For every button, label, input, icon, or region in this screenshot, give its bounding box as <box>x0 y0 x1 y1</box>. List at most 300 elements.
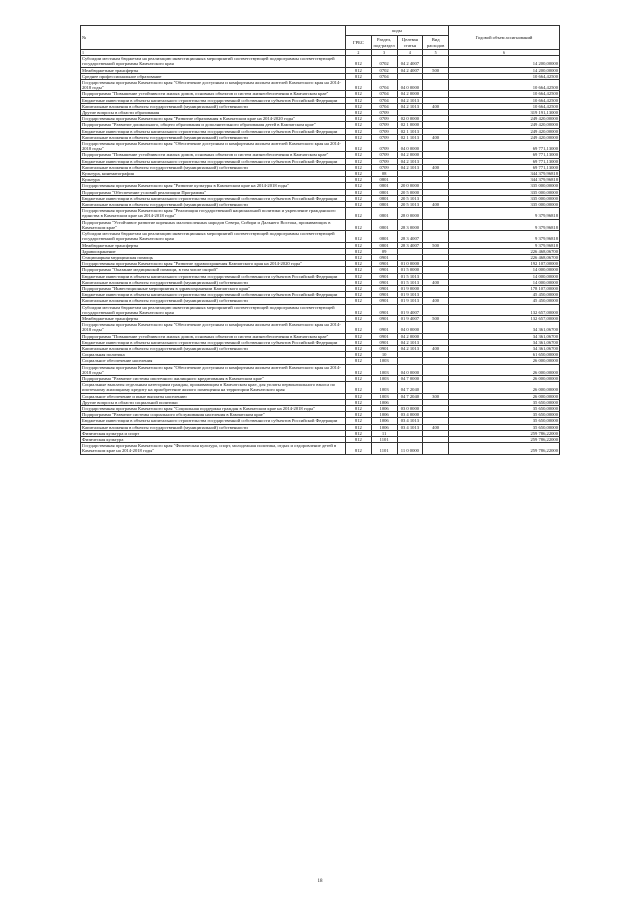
row-grbs-cell: 812 <box>346 202 372 208</box>
row-grbs-cell: 812 <box>346 405 372 411</box>
row-section-cell: 0709 <box>371 152 397 158</box>
row-sum-cell: 226 468,06700 <box>449 248 560 254</box>
row-grbs-cell: 812 <box>346 171 372 177</box>
row-grbs-cell: 812 <box>346 285 372 291</box>
row-grbs-cell: 812 <box>346 443 372 454</box>
row-grbs-cell: 812 <box>346 116 372 122</box>
row-section-cell: 0901 <box>371 345 397 351</box>
row-name-cell: Межбюджетные трансферты <box>81 242 346 248</box>
col-header-expense-type: Вид расходов <box>423 36 449 50</box>
row-grbs-cell: 812 <box>346 219 372 230</box>
row-section-cell: 1101 <box>371 443 397 454</box>
row-grbs-cell: 812 <box>346 242 372 248</box>
row-section-cell: 1003 <box>371 358 397 364</box>
row-sum-cell: 178 107,00000 <box>449 285 560 291</box>
row-sum-cell: 35 650,00000 <box>449 424 560 430</box>
row-target-article-cell: 04 7 0000 <box>397 375 423 381</box>
row-name-cell: Подпрограмма "Повышение устойчивости жилых домов, основных объектов и систем жизнеобеспечения в Камчатском крае" <box>81 152 346 158</box>
row-grbs-cell: 812 <box>346 382 372 393</box>
row-section-cell: 0709 <box>371 158 397 164</box>
row-section-cell: 0901 <box>371 304 397 315</box>
row-sum-cell: 10 664,42500 <box>449 103 560 109</box>
table-body <box>81 56 560 454</box>
row-sum-cell: 335 000,00000 <box>449 189 560 195</box>
row-sum-cell: 132 657,00000 <box>449 304 560 315</box>
budget-table <box>80 25 560 455</box>
col-header-target-article: Целевая статья <box>397 36 423 50</box>
row-target-article-cell: 04 2 4007 <box>397 67 423 73</box>
table-row <box>81 208 560 219</box>
row-grbs-cell: 812 <box>346 298 372 304</box>
row-name-cell: Государственная программа Камчатского края "Развитие здравоохранения Камчатского края на 2014-2020 годы" <box>81 261 346 267</box>
row-grbs-cell: 812 <box>346 273 372 279</box>
row-grbs-cell: 812 <box>346 128 372 134</box>
row-grbs-cell: 812 <box>346 254 372 260</box>
row-section-cell: 1006 <box>371 412 397 418</box>
row-sum-cell: 34 361,06700 <box>449 322 560 333</box>
row-target-article-cell: 02 1 0000 <box>397 122 423 128</box>
row-name-cell: Капитальные вложения в объекты государственной (муниципальной) собственности <box>81 202 346 208</box>
row-section-cell: 10 <box>371 352 397 358</box>
row-section-cell: 1003 <box>371 382 397 393</box>
row-section-cell: 1003 <box>371 393 397 399</box>
row-section-cell: 0801 <box>371 219 397 230</box>
row-name-cell: Подпрограмма "Инвестиционные мероприятия в здравоохранении Камчатского края" <box>81 285 346 291</box>
row-expense-type-cell: 400 <box>423 279 449 285</box>
row-grbs-cell: 812 <box>346 122 372 128</box>
row-target-article-cell: 04 0 0000 <box>397 141 423 152</box>
row-section-cell: 0709 <box>371 164 397 170</box>
row-sum-cell: 10 664,42500 <box>449 91 560 97</box>
row-sum-cell: 249 420,00000 <box>449 128 560 134</box>
row-name-cell: Межбюджетные трансферты <box>81 67 346 73</box>
row-name-cell: Подпрограмма "Развитие системы социального обслуживания населения в Камчатском крае" <box>81 412 346 418</box>
row-target-article-cell: 01 9 4007 <box>397 315 423 321</box>
row-name-cell: Капитальные вложения в объекты государственной (муниципальной) собственности <box>81 345 346 351</box>
row-expense-type-cell <box>423 443 449 454</box>
row-expense-type-cell: 400 <box>423 134 449 140</box>
row-sum-cell: 35 650,00000 <box>449 418 560 424</box>
row-target-article-cell: 03 4 0000 <box>397 412 423 418</box>
row-grbs-cell: 812 <box>346 267 372 273</box>
row-grbs-cell: 812 <box>346 261 372 267</box>
table-row <box>81 80 560 91</box>
row-target-article-cell: 01 5 1013 <box>397 279 423 285</box>
row-grbs-cell: 812 <box>346 352 372 358</box>
col-header-grbs: ГРБС <box>346 36 372 50</box>
page-number: 18 <box>317 879 323 884</box>
row-target-article-cell: 28 3 0000 <box>397 219 423 230</box>
row-section-cell: 0709 <box>371 141 397 152</box>
row-section-cell: 0702 <box>371 67 397 73</box>
col-number: 3 <box>371 50 397 56</box>
row-name-cell: Бюджетные инвестиции в объекты капитального строительства государственной собственности субъектов Российской Федерации <box>81 273 346 279</box>
row-name-cell: Государственная программа Камчатского края "Развитие образования в Камчатском крае на 2014-2020 годы" <box>81 116 346 122</box>
row-target-article-cell: 04 2 1013 <box>397 164 423 170</box>
row-name-cell: Государственная программа Камчатского края "Развитие культуры в Камчатском крае на 2014-2018 годы" <box>81 183 346 189</box>
row-expense-type-cell <box>423 56 449 67</box>
row-expense-type-cell <box>423 80 449 91</box>
row-expense-type-cell: 500 <box>423 315 449 321</box>
row-sum-cell: 249 420,00000 <box>449 134 560 140</box>
row-sum-cell: 259 786,22000 <box>449 443 560 454</box>
col-number: 4 <box>397 50 423 56</box>
row-section-cell: 1006 <box>371 399 397 405</box>
row-target-article-cell: 20 0 0000 <box>397 183 423 189</box>
table-row <box>81 219 560 230</box>
table-row <box>81 231 560 242</box>
row-target-article-cell: 01 5 1013 <box>397 273 423 279</box>
row-name-cell: Капитальные вложения в объекты государственной (муниципальной) собственности <box>81 279 346 285</box>
row-grbs-cell: 812 <box>346 158 372 164</box>
row-expense-type-cell: 400 <box>423 298 449 304</box>
row-expense-type-cell <box>423 322 449 333</box>
row-name-cell: Физическая культура и спорт <box>81 430 346 436</box>
col-header-codes: коды <box>346 26 449 36</box>
row-expense-type-cell <box>423 231 449 242</box>
row-section-cell: 1101 <box>371 437 397 443</box>
row-section-cell: 0901 <box>371 333 397 339</box>
row-sum-cell: 26 000,00000 <box>449 358 560 364</box>
row-grbs-cell: 812 <box>346 292 372 298</box>
row-grbs-cell: 812 <box>346 80 372 91</box>
row-grbs-cell: 812 <box>346 315 372 321</box>
row-section-cell: 0801 <box>371 231 397 242</box>
row-target-article-cell: 04 2 0000 <box>397 333 423 339</box>
row-section-cell: 0801 <box>371 202 397 208</box>
row-expense-type-cell: 500 <box>423 67 449 73</box>
row-section-cell: 0901 <box>371 273 397 279</box>
header-row-top <box>81 26 560 36</box>
row-sum-cell: 335 000,00000 <box>449 195 560 201</box>
row-target-article-cell: 04 2 1013 <box>397 103 423 109</box>
row-grbs-cell: 812 <box>346 103 372 109</box>
row-grbs-cell: 812 <box>346 231 372 242</box>
row-grbs-cell: 812 <box>346 375 372 381</box>
row-target-article-cell: 04 2 1013 <box>397 339 423 345</box>
row-sum-cell: 9 379,96818 <box>449 208 560 219</box>
row-grbs-cell: 812 <box>346 189 372 195</box>
row-target-article-cell: 20 5 0000 <box>397 189 423 195</box>
row-section-cell: 0901 <box>371 285 397 291</box>
row-section-cell: 1003 <box>371 375 397 381</box>
row-target-article-cell: 04 2 1013 <box>397 345 423 351</box>
row-target-article-cell: 28 3 4007 <box>397 242 423 248</box>
row-name-cell: Капитальные вложения в объекты государственной (муниципальной) собственности <box>81 134 346 140</box>
row-name-cell: Физическая культура <box>81 437 346 443</box>
budget-sheet <box>80 25 560 455</box>
col-number: 5 <box>423 50 449 56</box>
row-sum-cell: 69 771,13000 <box>449 164 560 170</box>
row-name-cell: Бюджетные инвестиции в объекты капитального строительства государственной собственности субъектов Российской Федерации <box>81 158 346 164</box>
row-name-cell: Субсидии местным бюджетам на реализацию инвестиционных мероприятий соответствующей подпрограммы соответствующей государственной программы Камчатского края <box>81 56 346 67</box>
row-grbs-cell: 812 <box>346 183 372 189</box>
row-section-cell: 11 <box>371 430 397 436</box>
row-section-cell: 0801 <box>371 208 397 219</box>
row-grbs-cell: 812 <box>346 56 372 67</box>
row-target-article-cell: 28 3 4007 <box>397 231 423 242</box>
row-name-cell: Здравоохранение <box>81 248 346 254</box>
row-section-cell: 0901 <box>371 267 397 273</box>
row-target-article-cell: 04 2 0000 <box>397 152 423 158</box>
row-sum-cell: 61 650,00000 <box>449 352 560 358</box>
row-section-cell: 0801 <box>371 189 397 195</box>
row-name-cell: Социальное обеспечение населения <box>81 358 346 364</box>
row-target-article-cell: 28 0 0000 <box>397 208 423 219</box>
row-section-cell: 1003 <box>371 364 397 375</box>
row-expense-type-cell: 300 <box>423 393 449 399</box>
row-name-cell: Социальные выплаты отдельным категориям граждан, проживающим в Камчатском крае, для уплаты первоначального взноса по ипотечному жилищному кредиту на приобретение жилого помещения на территории Камчатского края <box>81 382 346 393</box>
row-target-article-cell: 04 2 4007 <box>397 56 423 67</box>
row-name-cell: Бюджетные инвестиции в объекты капитального строительства государственной собственности субъектов Российской Федерации <box>81 128 346 134</box>
row-expense-type-cell: 400 <box>423 345 449 351</box>
row-section-cell: 0704 <box>371 103 397 109</box>
row-grbs-cell: 812 <box>346 358 372 364</box>
table-row <box>81 56 560 67</box>
row-sum-cell: 132 657,00000 <box>449 315 560 321</box>
row-target-article-cell: 04 2 1013 <box>397 97 423 103</box>
row-target-article-cell: 04 7 2040 <box>397 382 423 393</box>
row-section-cell: 0801 <box>371 177 397 183</box>
row-name-cell: Бюджетные инвестиции в объекты капитального строительства государственной собственности субъектов Российской Федерации <box>81 195 346 201</box>
row-section-cell: 0901 <box>371 315 397 321</box>
row-section-cell: 08 <box>371 171 397 177</box>
row-grbs-cell: 812 <box>346 164 372 170</box>
row-target-article-cell: 02 1 1013 <box>397 128 423 134</box>
row-name-cell: Подпрограмма "Обеспечение условий реализации Программы" <box>81 189 346 195</box>
row-name-cell: Государственная программа Камчатского края "Обеспечение доступным и комфортным жильем жителей Камчатского края на 2014-2018 годы" <box>81 322 346 333</box>
row-name-cell: Подпрограмма "Повышение устойчивости жилых домов, основных объектов и систем жизнеобеспечения в Камчатском крае" <box>81 333 346 339</box>
row-sum-cell: 14 200,00000 <box>449 56 560 67</box>
row-expense-type-cell <box>423 304 449 315</box>
row-name-cell: Государственная программа Камчатского края "Физическая культура, спорт, молодежная политика, отдых и оздоровление детей в Камчатском крае на 2014-2018 годы" <box>81 443 346 454</box>
row-target-article-cell: 03 4 1013 <box>397 418 423 424</box>
row-target-article-cell: 04 0 0000 <box>397 322 423 333</box>
row-expense-type-cell: 400 <box>423 103 449 109</box>
row-expense-type-cell <box>423 219 449 230</box>
row-expense-type-cell <box>423 382 449 393</box>
row-sum-cell: 344 379,96818 <box>449 171 560 177</box>
row-grbs-cell: 812 <box>346 399 372 405</box>
table-row <box>81 364 560 375</box>
row-sum-cell: 35 650,00000 <box>449 412 560 418</box>
row-expense-type-cell: 400 <box>423 202 449 208</box>
row-sum-cell: 259 786,22000 <box>449 430 560 436</box>
row-sum-cell: 26 000,00000 <box>449 375 560 381</box>
row-name-cell: Подпрограмма "Развитие дошкольного, общего образования и дополнительного образования детей в Камчатском крае" <box>81 122 346 128</box>
row-target-article-cell: 01 9 1013 <box>397 292 423 298</box>
row-name-cell: Подпрограмма "Развитие системы ипотечного жилищного кредитования в Камчатском крае" <box>81 375 346 381</box>
row-section-cell: 09 <box>371 248 397 254</box>
table-row <box>81 141 560 152</box>
row-target-article-cell: 01 9 1013 <box>397 298 423 304</box>
row-name-cell: Капитальные вложения в объекты государственной (муниципальной) собственности <box>81 424 346 430</box>
row-section-cell: 0709 <box>371 128 397 134</box>
row-sum-cell: 26 000,00000 <box>449 382 560 393</box>
row-section-cell: 0709 <box>371 110 397 116</box>
row-section-cell: 0704 <box>371 80 397 91</box>
col-number: 1 <box>81 50 346 56</box>
row-name-cell: Субсидии местным бюджетам на реализацию инвестиционных мероприятий соответствующей подпрограммы соответствующей государственной программы Камчатского края <box>81 304 346 315</box>
row-grbs-cell: 812 <box>346 152 372 158</box>
row-sum-cell: 69 771,13000 <box>449 141 560 152</box>
row-name-cell: Социальное обеспечение и иные выплаты населению <box>81 393 346 399</box>
row-section-cell: 1006 <box>371 405 397 411</box>
row-sum-cell: 319 191,13000 <box>449 110 560 116</box>
row-name-cell: Подпрограмма "Оказание медицинской помощи, в том числе скорой" <box>81 267 346 273</box>
row-grbs-cell: 812 <box>346 418 372 424</box>
row-name-cell: Капитальные вложения в объекты государственной (муниципальной) собственности <box>81 164 346 170</box>
row-grbs-cell: 812 <box>346 110 372 116</box>
row-section-cell: 0801 <box>371 183 397 189</box>
row-grbs-cell: 812 <box>346 393 372 399</box>
col-header-sum: Годовой объем ассигнований <box>449 26 560 50</box>
row-name-cell: Государственная программа Камчатского края "Обеспечение доступным и комфортным жильем жителей Камчатского края на 2014-2018 годы" <box>81 80 346 91</box>
row-name-cell: Другие вопросы в области образования <box>81 110 346 116</box>
row-name-cell: Среднее профессиональное образование <box>81 73 346 79</box>
row-section-cell: 0704 <box>371 97 397 103</box>
row-name-cell: Межбюджетные трансферты <box>81 315 346 321</box>
col-number: 6 <box>449 50 560 56</box>
row-name-cell: Капитальные вложения в объекты государственной (муниципальной) собственности <box>81 103 346 109</box>
row-sum-cell: 249 420,00000 <box>449 116 560 122</box>
row-sum-cell: 14 200,00000 <box>449 67 560 73</box>
row-grbs-cell: 812 <box>346 364 372 375</box>
row-target-article-cell: 04 2 1013 <box>397 158 423 164</box>
row-target-article-cell: 04 0 0000 <box>397 364 423 375</box>
row-target-article-cell: 01 0 0000 <box>397 261 423 267</box>
row-sum-cell: 69 771,13000 <box>449 158 560 164</box>
row-sum-cell: 34 361,06700 <box>449 339 560 345</box>
row-grbs-cell: 812 <box>346 412 372 418</box>
row-sum-cell: 335 000,00000 <box>449 183 560 189</box>
row-target-article-cell: 20 5 1013 <box>397 202 423 208</box>
row-section-cell: 0901 <box>371 279 397 285</box>
row-grbs-cell: 812 <box>346 141 372 152</box>
row-grbs-cell: 812 <box>346 339 372 345</box>
row-target-article-cell: 04 7 2040 <box>397 393 423 399</box>
row-section-cell: 1006 <box>371 418 397 424</box>
row-target-article-cell: 04 0 0000 <box>397 80 423 91</box>
row-expense-type-cell <box>423 364 449 375</box>
row-grbs-cell: 812 <box>346 97 372 103</box>
col-number: 2 <box>346 50 372 56</box>
row-target-article-cell: 11 0 0000 <box>397 443 423 454</box>
row-sum-cell: 35 650,00000 <box>449 405 560 411</box>
row-name-cell: Социальная политика <box>81 352 346 358</box>
row-target-article-cell: 02 1 1013 <box>397 134 423 140</box>
row-target-article-cell: 03 0 0000 <box>397 405 423 411</box>
col-header-section: Раздел, под-раздел <box>371 36 397 50</box>
row-sum-cell: 226 468,06700 <box>449 254 560 260</box>
row-section-cell: 0702 <box>371 56 397 67</box>
row-name-cell: Бюджетные инвестиции в объекты капитального строительства государственной собственности субъектов Российской Федерации <box>81 292 346 298</box>
row-grbs-cell: 812 <box>346 430 372 436</box>
row-grbs-cell: 812 <box>346 195 372 201</box>
row-sum-cell: 9 379,96818 <box>449 219 560 230</box>
row-sum-cell: 34 361,06700 <box>449 333 560 339</box>
row-sum-cell: 249 420,00000 <box>449 122 560 128</box>
row-grbs-cell: 812 <box>346 437 372 443</box>
row-name-cell: Другие вопросы в области социальной политики <box>81 399 346 405</box>
row-grbs-cell: 812 <box>346 345 372 351</box>
row-sum-cell: 69 771,13000 <box>449 152 560 158</box>
row-section-cell: 0901 <box>371 254 397 260</box>
table-row <box>81 382 560 393</box>
row-sum-cell: 35 650,00000 <box>449 399 560 405</box>
row-name-cell: Капитальные вложения в объекты государственной (муниципальной) собственности <box>81 298 346 304</box>
row-grbs-cell: 812 <box>346 333 372 339</box>
table-row <box>81 304 560 315</box>
row-grbs-cell: 812 <box>346 73 372 79</box>
col-header-number: № <box>81 26 346 50</box>
row-name-cell: Государственная программа Камчатского края "Обеспечение доступным и комфортным жильем жителей Камчатского края на 2014-2018 годы" <box>81 141 346 152</box>
row-section-cell: 0801 <box>371 242 397 248</box>
row-grbs-cell: 812 <box>346 304 372 315</box>
row-name-cell: Стационарная медицинская помощь <box>81 254 346 260</box>
row-section-cell: 0709 <box>371 116 397 122</box>
row-grbs-cell: 812 <box>346 208 372 219</box>
row-sum-cell: 45 450,00000 <box>449 298 560 304</box>
row-sum-cell: 344 379,96818 <box>449 177 560 183</box>
row-section-cell: 0901 <box>371 298 397 304</box>
row-expense-type-cell <box>423 141 449 152</box>
row-section-cell: 0709 <box>371 122 397 128</box>
row-grbs-cell: 812 <box>346 134 372 140</box>
row-name-cell: Субсидии местным бюджетам на реализацию инвестиционных мероприятий соответствующей подпрограммы соответствующей государственной программы Камчатского края <box>81 231 346 242</box>
row-grbs-cell: 812 <box>346 322 372 333</box>
row-section-cell: 0901 <box>371 322 397 333</box>
row-section-cell: 0901 <box>371 292 397 298</box>
row-name-cell: Государственная программа Камчатского края "Социальная поддержка граждан в Камчатском крае на 2014-2018 годы" <box>81 405 346 411</box>
row-grbs-cell: 812 <box>346 248 372 254</box>
row-grbs-cell: 812 <box>346 279 372 285</box>
row-target-article-cell: 02 0 0000 <box>397 116 423 122</box>
row-target-article-cell: 04 2 0000 <box>397 91 423 97</box>
row-name-cell: Бюджетные инвестиции в объекты капитального строительства государственной собственности субъектов Российской Федерации <box>81 97 346 103</box>
row-section-cell: 0704 <box>371 91 397 97</box>
row-expense-type-cell <box>423 208 449 219</box>
row-name-cell: Подпрограмма "Устойчивое развитие коренных малочисленных народов Севера, Сибири и Дальнего Востока, проживающих в Камчатском крае" <box>81 219 346 230</box>
row-name-cell: Бюджетные инвестиции в объекты капитального строительства государственной собственности субъектов Российской Федерации <box>81 339 346 345</box>
row-section-cell: 0709 <box>371 134 397 140</box>
row-expense-type-cell: 500 <box>423 242 449 248</box>
row-grbs-cell: 812 <box>346 424 372 430</box>
row-sum-cell: 14 000,00000 <box>449 273 560 279</box>
row-expense-type-cell: 400 <box>423 424 449 430</box>
row-target-article-cell: 03 4 1013 <box>397 424 423 430</box>
row-target-article-cell: 20 5 1013 <box>397 195 423 201</box>
row-sum-cell: 335 000,00000 <box>449 202 560 208</box>
row-sum-cell: 10 664,42500 <box>449 80 560 91</box>
row-grbs-cell: 812 <box>346 67 372 73</box>
row-sum-cell: 45 450,00000 <box>449 292 560 298</box>
row-section-cell: 0901 <box>371 339 397 345</box>
row-section-cell: 0801 <box>371 195 397 201</box>
row-sum-cell: 26 000,00000 <box>449 393 560 399</box>
row-sum-cell: 192 107,00000 <box>449 261 560 267</box>
row-sum-cell: 34 361,06700 <box>449 345 560 351</box>
row-name-cell: Государственная программа Камчатского края "Обеспечение доступным и комфортным жильем жителей Камчатского края на 2014-2018 годы" <box>81 364 346 375</box>
table-row <box>81 322 560 333</box>
row-sum-cell: 10 664,42500 <box>449 97 560 103</box>
row-name-cell: Подпрограмма "Повышение устойчивости жилых домов, основных объектов и систем жизнеобеспечения в Камчатском крае" <box>81 91 346 97</box>
row-sum-cell: 14 000,00000 <box>449 267 560 273</box>
row-sum-cell: 10 664,42500 <box>449 73 560 79</box>
row-target-article-cell: 01 9 4007 <box>397 304 423 315</box>
row-grbs-cell: 812 <box>346 177 372 183</box>
row-section-cell: 0901 <box>371 261 397 267</box>
